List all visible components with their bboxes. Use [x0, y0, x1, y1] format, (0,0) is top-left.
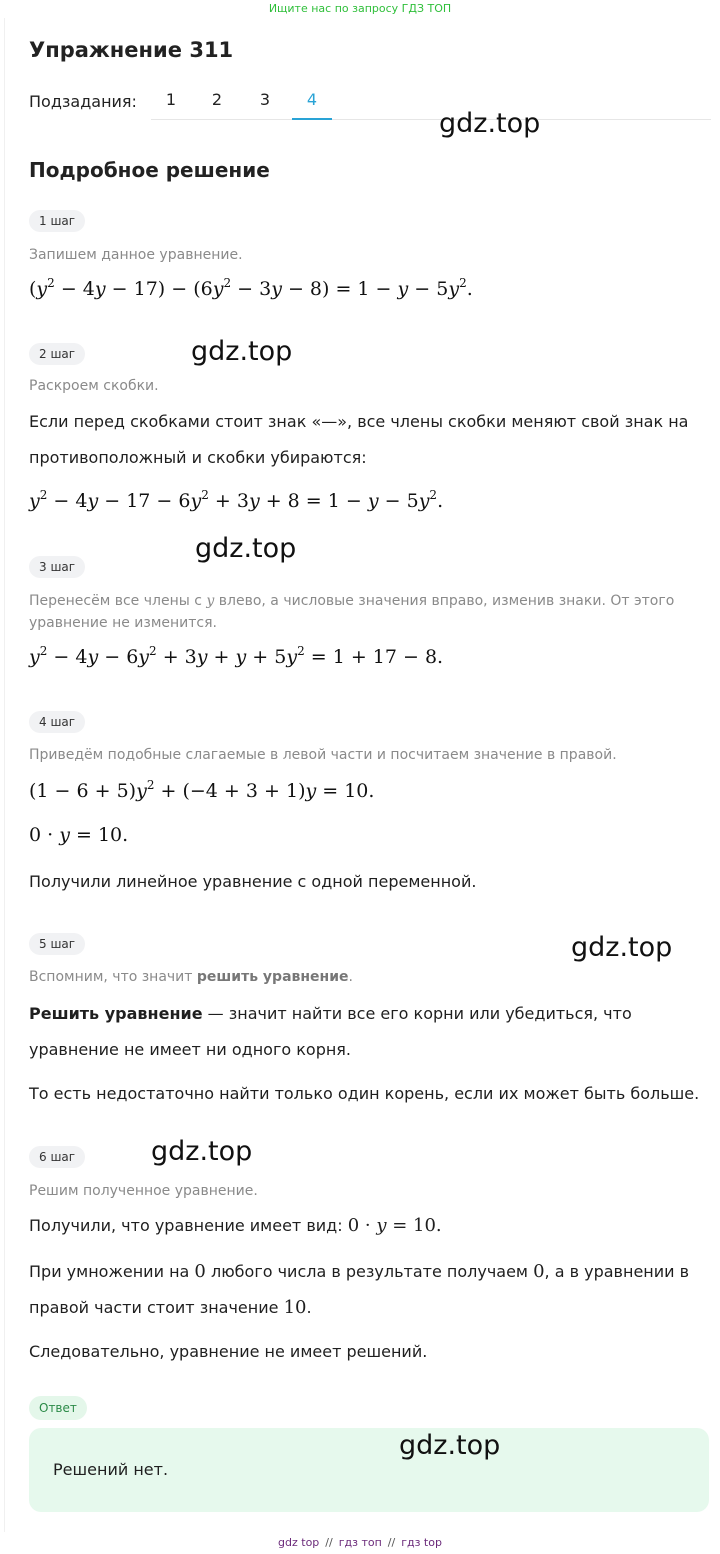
footer-separator: // — [325, 1536, 333, 1549]
tab-subtask-1[interactable]: 1 — [165, 90, 177, 109]
step-badge: 6 шаг — [29, 1146, 85, 1168]
watermark: gdz.top — [439, 108, 541, 139]
step-text: Следовательно, уравнение не имеет решений. — [29, 1342, 428, 1361]
footer-link[interactable]: гдз топ — [338, 1536, 382, 1549]
equation-grouped: $(1 - 6 + 5)y^2 + (-4 + 3 + 1)y = 10$. — [29, 778, 375, 802]
watermark: gdz.top — [191, 336, 293, 367]
section-title: Подробное решение — [29, 158, 270, 182]
equation-simplified: 0 · y = 10. — [29, 824, 129, 846]
step-badge: 5 шаг — [29, 933, 85, 955]
step-text: Если перед скобками стоит знак «—», все члены скобки меняют свой знак на противоположный и скобки убираются: — [29, 412, 689, 467]
tab-subtask-3[interactable]: 3 — [259, 90, 271, 109]
page-title: Упражнение 311 — [29, 38, 234, 62]
subtasks-tabs — [151, 88, 711, 120]
step-text: Получили линейное уравнение с одной переменной. — [29, 872, 477, 891]
watermark: gdz.top — [399, 1430, 501, 1461]
step-badge: 3 шаг — [29, 556, 85, 578]
step-badge: 2 шаг — [29, 343, 85, 365]
watermark: gdz.top — [571, 932, 673, 963]
step-hint: Перенесём все члены с y влево, а числовые значения вправо, изменив знаки. От этого уравнение не изменится. — [29, 593, 675, 631]
footer-links — [0, 1532, 720, 1554]
answer-box — [29, 1428, 709, 1512]
step-hint: Запишем данное уравнение. — [29, 247, 243, 263]
step-hint: Раскроем скобки. — [29, 378, 159, 394]
answer-badge: Ответ — [29, 1396, 87, 1420]
footer-link[interactable]: gdz top — [278, 1536, 320, 1549]
answer-text: Решений нет. — [53, 1460, 169, 1479]
step-hint: Вспомним, что значит решить уравнение. — [29, 969, 353, 985]
watermark: gdz.top — [151, 1136, 253, 1167]
equation-expanded: $y^2 - 4y - 17 - 6y^2 + 3y + 8 = 1 - y - 5y^2$. — [29, 488, 444, 512]
watermark: gdz.top — [195, 533, 297, 564]
step-badge: 1 шаг — [29, 210, 85, 232]
subtasks-label: Подзадания: — [29, 92, 137, 111]
equation-original: $(y^2 - 4y - 17) - (6y^2 - 3y - 8) = 1 - y - 5y^2$. — [29, 276, 473, 300]
step-hint: Решим полученное уравнение. — [29, 1183, 258, 1199]
tab-subtask-2[interactable]: 2 — [211, 90, 223, 109]
footer-link[interactable]: гдз top — [401, 1536, 442, 1549]
step-text: То есть недостаточно найти только один корень, если их может быть больше. — [29, 1084, 700, 1103]
step-text: Решить уравнение — значит найти все его корни или убедиться, что уравнение не имеет ни одного корня. — [29, 1004, 632, 1059]
step-badge: 4 шаг — [29, 711, 85, 733]
step-hint: Приведём подобные слагаемые в левой части и посчитаем значение в правой. — [29, 747, 617, 763]
equation-moved: $y^2 - 4y - 6y^2 + 3y + y + 5y^2 = 1 + 17 - 8$. — [29, 644, 444, 668]
step-text: При умножении на 0 любого числа в результате получаем 0, а в уравнении в правой части стоит значение 10. — [29, 1261, 690, 1318]
tab-subtask-4[interactable]: 4 — [292, 88, 332, 120]
top-banner: Ищите нас по запросу ГДЗ ТОП — [268, 2, 452, 15]
step-text: Получили, что уравнение имеет вид: 0 · y = 10. — [29, 1215, 442, 1236]
footer-separator: // — [387, 1536, 396, 1549]
solution-card — [4, 18, 720, 1532]
